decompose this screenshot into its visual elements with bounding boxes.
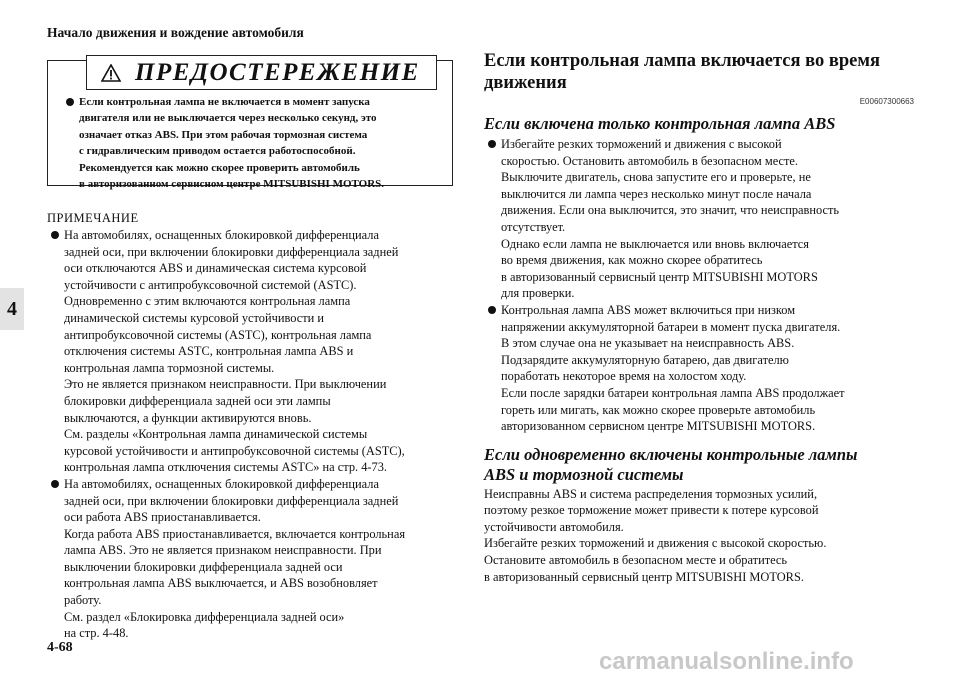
abs-only-body [484, 136, 914, 435]
subheading-line: Если одновременно включены контрольные лампы [484, 444, 858, 464]
warning-box [47, 58, 453, 191]
text-line: Контрольная лампа ABS может включиться при низком [501, 302, 796, 317]
abs-only-bullet [484, 302, 914, 435]
text-line: на стр. 4-48. [64, 626, 129, 641]
text-line: для проверки. [501, 286, 575, 301]
warning-line: с гидравлическим приводом остается работоспособной. [79, 145, 356, 158]
chapter-tab [0, 288, 24, 330]
warning-line: двигателя или не выключается через несколько секунд, это [79, 112, 377, 125]
text-line: Однако если лампа не выключается или вновь включается [501, 236, 810, 251]
text-line: Одновременно с этим включаются контрольная лампа [64, 294, 351, 309]
text-line: блокировки дифференциала задней оси эти лампы [64, 393, 331, 408]
text-line: выключении блокировки дифференциала задней оси [64, 559, 343, 574]
warning-line: Если контрольная лампа не включается в момент запуска [79, 96, 370, 108]
text-line: поработать некоторое время на холостом ходу. [501, 369, 747, 384]
text-line: задней оси, при включении блокировки дифференциала задней [64, 244, 399, 259]
warning-line: в авторизованном сервисном центре MITSUBISHI MOTORS. [79, 178, 385, 191]
text-line: Избегайте резких торможений и движения с высокой [501, 137, 782, 151]
watermark: carmanualsonline.info [599, 648, 854, 675]
text-line: Подзарядите аккумуляторную батарею, дав двигателю [501, 352, 789, 367]
bullet-dot [51, 480, 59, 488]
note-label: ПРИМЕЧАНИЕ [47, 211, 139, 225]
page-number: 4-68 [47, 640, 73, 655]
text-line: оси отключаются ABS и динамическая система курсовой [64, 261, 367, 276]
text-line: Выключите двигатель, снова запустите его и проверьте, не [501, 170, 811, 185]
subheading-line: ABS и тормозной системы [484, 464, 684, 484]
text-line: напряжении аккумуляторной батареи в момент пуска двигателя. [501, 319, 841, 334]
warning-title: ПРЕДОСТЕРЕЖЕНИЕ [135, 58, 420, 86]
section-title-line: движения [484, 73, 567, 93]
text-line: Если после зарядки батареи контрольная лампа ABS продолжает [501, 385, 845, 400]
text-line: Когда работа ABS приостанавливается, включается контрольная [64, 526, 406, 541]
text-line: во время движения, как можно скорее обратитесь [501, 253, 763, 268]
text-line: Это не является признаком неисправности. При выключении [64, 377, 387, 392]
text-line: устойчивости с антипробуксовочной системой (ASTC). [64, 277, 357, 292]
note-bullet [47, 227, 462, 476]
text-line: курсовой устойчивости и антипробуксовочной системы (ASTC), [64, 443, 405, 458]
section-title [484, 50, 914, 94]
text-line: контрольная лампа тормозной системы. [64, 360, 275, 375]
text-line: контрольная лампа отключения системы ASTC» на стр. 4-73. [64, 460, 388, 475]
text-line: См. разделы «Контрольная лампа динамической системы [64, 427, 368, 442]
section-title-line: Если контрольная лампа включается во время [484, 51, 880, 71]
text-line: лампа ABS. Это не является признаком неисправности. При [64, 543, 382, 558]
text-line: выключаются, а функции активируются вновь. [64, 410, 312, 425]
note-body [47, 227, 462, 642]
text-line: гореть или мигать, как можно скорее проверьте автомобиль [501, 402, 816, 417]
chapter-number: 4 [7, 297, 17, 320]
bullet-dot [488, 306, 496, 314]
text-line: в авторизованный сервисный центр MITSUBISHI MOTORS. [484, 569, 804, 584]
text-line: скоростью. Остановить автомобиль в безопасном месте. [501, 153, 799, 168]
subheading-abs-only: Если включена только контрольная лампа ABS [484, 114, 836, 133]
text-line: См. раздел «Блокировка дифференциала задней оси» [64, 609, 345, 624]
bullet-dot [51, 231, 59, 239]
note-bullet [47, 476, 462, 642]
text-line: динамической системы курсовой устойчивости и [64, 310, 324, 325]
text-line: работу. [64, 593, 102, 608]
text-line: отсутствует. [501, 219, 566, 234]
text-line: Избегайте резких торможений и движения с высокой скоростью. [484, 536, 827, 551]
text-line: оси работа ABS приостанавливается. [64, 510, 261, 525]
bullet-dot [488, 140, 496, 148]
text-line: устойчивости автомобиля. [484, 519, 624, 534]
text-line: выключится ли лампа через несколько минут после начала [501, 186, 812, 201]
text-line: На автомобилях, оснащенных блокировкой дифференциала [64, 476, 379, 491]
text-line: Остановите автомобиль в безопасном месте и обратитесь [484, 553, 788, 568]
text-line: Неисправны ABS и система распределения тормозных усилий, [484, 486, 818, 501]
warning-line: Рекомендуется как можно скорее проверить автомобиль [79, 161, 360, 174]
bullet-dot [66, 98, 74, 106]
text-line: На автомобилях, оснащенных блокировкой дифференциала [64, 228, 379, 242]
text-line: поэтому резкое торможение может привести к потере курсовой [484, 503, 819, 518]
abs-and-brake-body [484, 486, 914, 586]
text-line: в авторизованный сервисный центр MITSUBISHI MOTORS [501, 269, 818, 284]
text-line: контрольная лампа ABS выключается, и ABS возобновляет [64, 576, 378, 591]
warning-title-bar [86, 55, 437, 90]
abs-only-bullet [484, 136, 914, 302]
warning-bullet [62, 94, 465, 192]
document-code: E00607300663 [859, 97, 914, 106]
warning-line: означает отказ ABS. При этом рабочая тормозная система [79, 128, 368, 141]
text-line: задней оси, при включении блокировки дифференциала задней [64, 493, 399, 508]
page-header: Начало движения и вождение автомобиля [47, 25, 304, 40]
warning-triangle-icon [101, 64, 121, 82]
text-line: антипробуксовочной системы (ASTC), контрольная лампа [64, 327, 372, 342]
text-line: В этом случае она не указывает на неисправность ABS. [501, 336, 795, 351]
text-line: авторизованном сервисном центре MITSUBISHI MOTORS. [501, 419, 816, 434]
text-line: движения. Если она выключится, это значит, что неисправность [501, 203, 840, 218]
right-column [484, 50, 914, 585]
text-line: отключения системы ASTC, контрольная лампа ABS и [64, 344, 354, 359]
subheading-abs-and-brake [484, 445, 914, 485]
